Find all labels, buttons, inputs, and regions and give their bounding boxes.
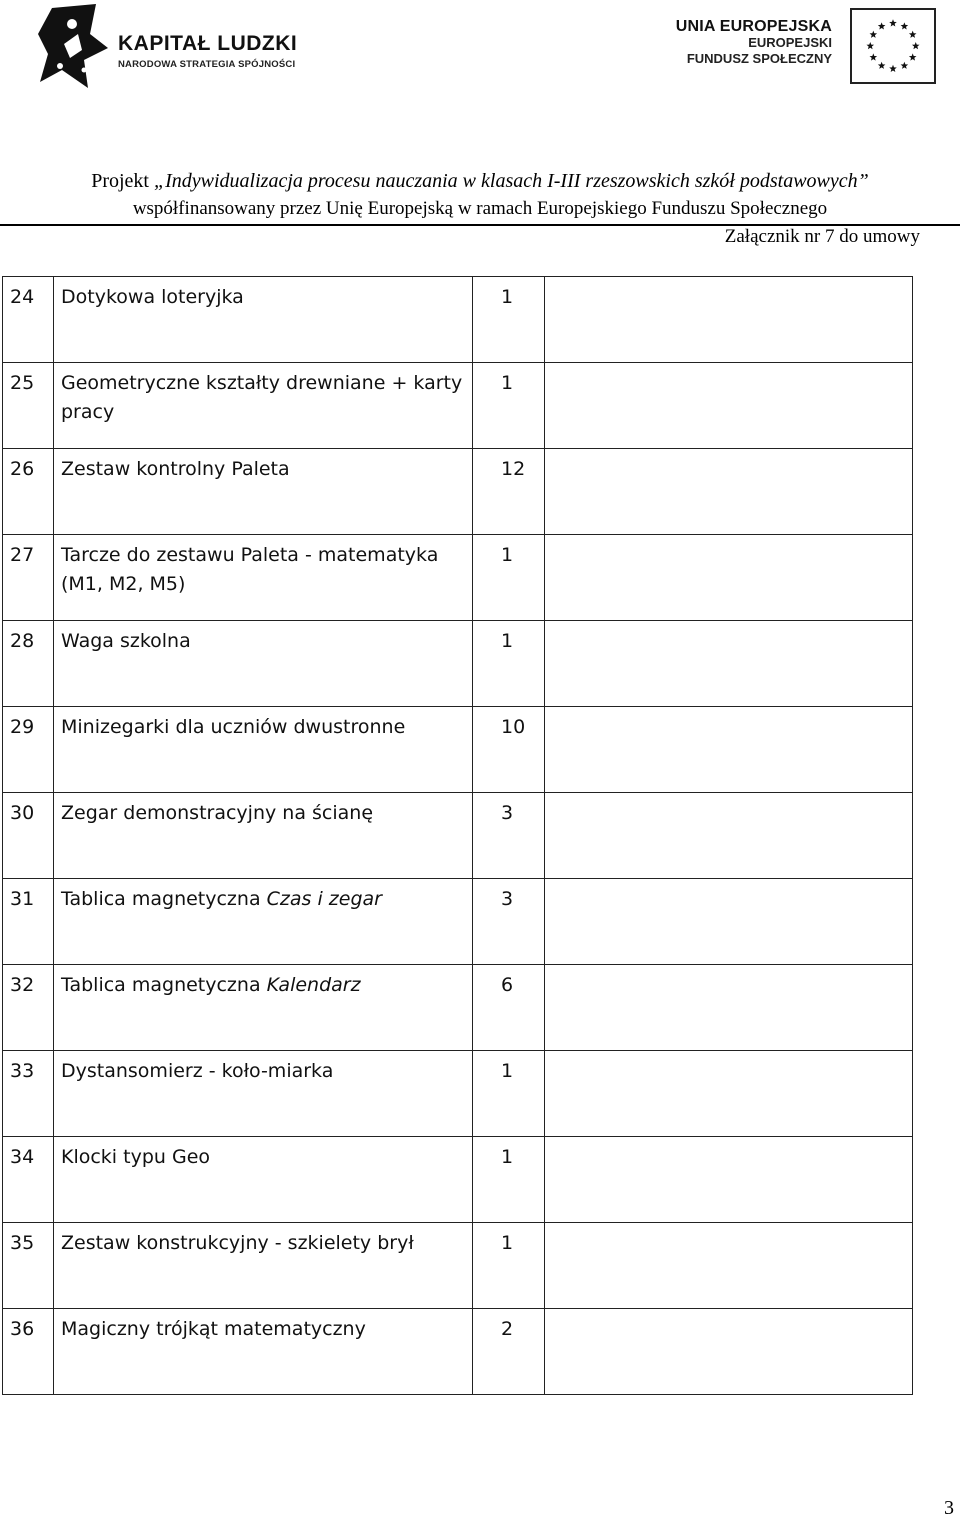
item-name-text: Magiczny trójkąt matematyczny xyxy=(61,1318,366,1340)
item-quantity: 10 xyxy=(473,707,545,793)
empty-cell xyxy=(545,965,913,1051)
item-name-text: Waga szkolna xyxy=(61,630,191,652)
item-name xyxy=(54,621,473,707)
item-name-italic: Czas i zegar xyxy=(266,888,382,910)
empty-cell xyxy=(545,1223,913,1309)
item-number: 27 xyxy=(3,535,54,621)
table-row xyxy=(3,621,913,707)
item-name xyxy=(54,707,473,793)
item-name-text: Zestaw konstrukcyjny - szkielety brył xyxy=(61,1232,414,1254)
item-name xyxy=(54,965,473,1051)
annex-label: Załącznik nr 7 do umowy xyxy=(724,226,920,247)
project-prefix: Projekt xyxy=(91,170,154,192)
empty-cell xyxy=(545,879,913,965)
item-name-text: Geometryczne kształty drewniane + karty pracy xyxy=(61,372,463,423)
empty-cell xyxy=(545,277,913,363)
items-table-body xyxy=(3,277,913,1395)
eu-logo-line2: EUROPEJSKI xyxy=(748,35,832,50)
item-name xyxy=(54,879,473,965)
item-number: 24 xyxy=(3,277,54,363)
item-name xyxy=(54,1309,473,1395)
item-quantity: 1 xyxy=(473,1223,545,1309)
eu-logo-text xyxy=(676,18,832,67)
empty-cell xyxy=(545,363,913,449)
item-name-text: Dotykowa loteryjka xyxy=(61,286,244,308)
item-number: 29 xyxy=(3,707,54,793)
item-number: 31 xyxy=(3,879,54,965)
eu-logo-line3: FUNDUSZ SPOŁECZNY xyxy=(686,51,832,66)
empty-cell xyxy=(545,621,913,707)
item-name xyxy=(54,793,473,879)
item-name-text: Tablica magnetyczna xyxy=(61,888,267,910)
eu-logo-line1: UNIA EUROPEJSKA xyxy=(675,18,832,35)
item-name xyxy=(54,449,473,535)
item-quantity: 2 xyxy=(473,1309,545,1395)
kapital-ludzki-emblem-icon xyxy=(38,4,110,88)
empty-cell xyxy=(545,1051,913,1137)
item-quantity: 1 xyxy=(473,621,545,707)
table-row xyxy=(3,1137,913,1223)
item-number: 36 xyxy=(3,1309,54,1395)
empty-cell xyxy=(545,535,913,621)
table-row xyxy=(3,363,913,449)
item-name-text: Klocki typu Geo xyxy=(61,1146,211,1168)
item-number: 34 xyxy=(3,1137,54,1223)
item-quantity: 1 xyxy=(473,535,545,621)
item-number: 35 xyxy=(3,1223,54,1309)
items-table xyxy=(2,276,913,1395)
empty-cell xyxy=(545,707,913,793)
empty-cell xyxy=(545,793,913,879)
item-number: 33 xyxy=(3,1051,54,1137)
table-row xyxy=(3,1223,913,1309)
item-number: 30 xyxy=(3,793,54,879)
item-quantity: 12 xyxy=(473,449,545,535)
item-quantity: 1 xyxy=(473,1051,545,1137)
item-quantity: 1 xyxy=(473,1137,545,1223)
item-name-text: Minizegarki dla uczniów dwustronne xyxy=(61,716,406,738)
item-name-text: Dystansomierz - koło-miarka xyxy=(61,1060,334,1082)
item-name xyxy=(54,1223,473,1309)
table-row xyxy=(3,965,913,1051)
empty-cell xyxy=(545,1309,913,1395)
item-name-text: Zegar demonstracyjny na ścianę xyxy=(61,802,374,824)
logo-title: KAPITAŁ LUDZKI xyxy=(118,32,298,55)
cofinancing-line: współfinansowany przez Unię Europejską w ramach Europejskiego Funduszu Społecznego xyxy=(132,198,828,219)
item-quantity: 3 xyxy=(473,793,545,879)
empty-cell xyxy=(545,1137,913,1223)
project-title-line xyxy=(0,170,960,193)
item-name-italic: Kalendarz xyxy=(266,974,361,996)
item-name xyxy=(54,277,473,363)
item-name-text: Zestaw kontrolny Paleta xyxy=(61,458,290,480)
table-row xyxy=(3,707,913,793)
item-name-text: Tarcze do zestawu Paleta - matematyka (M1, M2, M5) xyxy=(61,544,439,595)
table-row xyxy=(3,535,913,621)
item-number: 28 xyxy=(3,621,54,707)
item-quantity: 1 xyxy=(473,277,545,363)
project-title: „Indywidualizacja procesu nauczania w klasach I-III rzeszowskich szkół podstawowych” xyxy=(154,170,869,192)
kapital-ludzki-logo xyxy=(38,4,318,90)
table-row xyxy=(3,1051,913,1137)
logo-subtitle: NARODOWA STRATEGIA SPÓJNOŚCI xyxy=(118,59,296,70)
item-name xyxy=(54,1137,473,1223)
item-number: 25 xyxy=(3,363,54,449)
item-number: 32 xyxy=(3,965,54,1051)
eu-flag-icon xyxy=(850,8,936,84)
item-quantity: 6 xyxy=(473,965,545,1051)
table-row xyxy=(3,793,913,879)
item-name xyxy=(54,363,473,449)
item-quantity: 1 xyxy=(473,363,545,449)
item-name xyxy=(54,1051,473,1137)
item-number: 26 xyxy=(3,449,54,535)
table-row xyxy=(3,449,913,535)
table-row xyxy=(3,879,913,965)
item-quantity: 3 xyxy=(473,879,545,965)
item-name-text: Tablica magnetyczna xyxy=(61,974,267,996)
table-row xyxy=(3,277,913,363)
eu-logo xyxy=(655,6,940,86)
page-number: 3 xyxy=(944,1497,954,1519)
table-row xyxy=(3,1309,913,1395)
item-name xyxy=(54,535,473,621)
empty-cell xyxy=(545,449,913,535)
